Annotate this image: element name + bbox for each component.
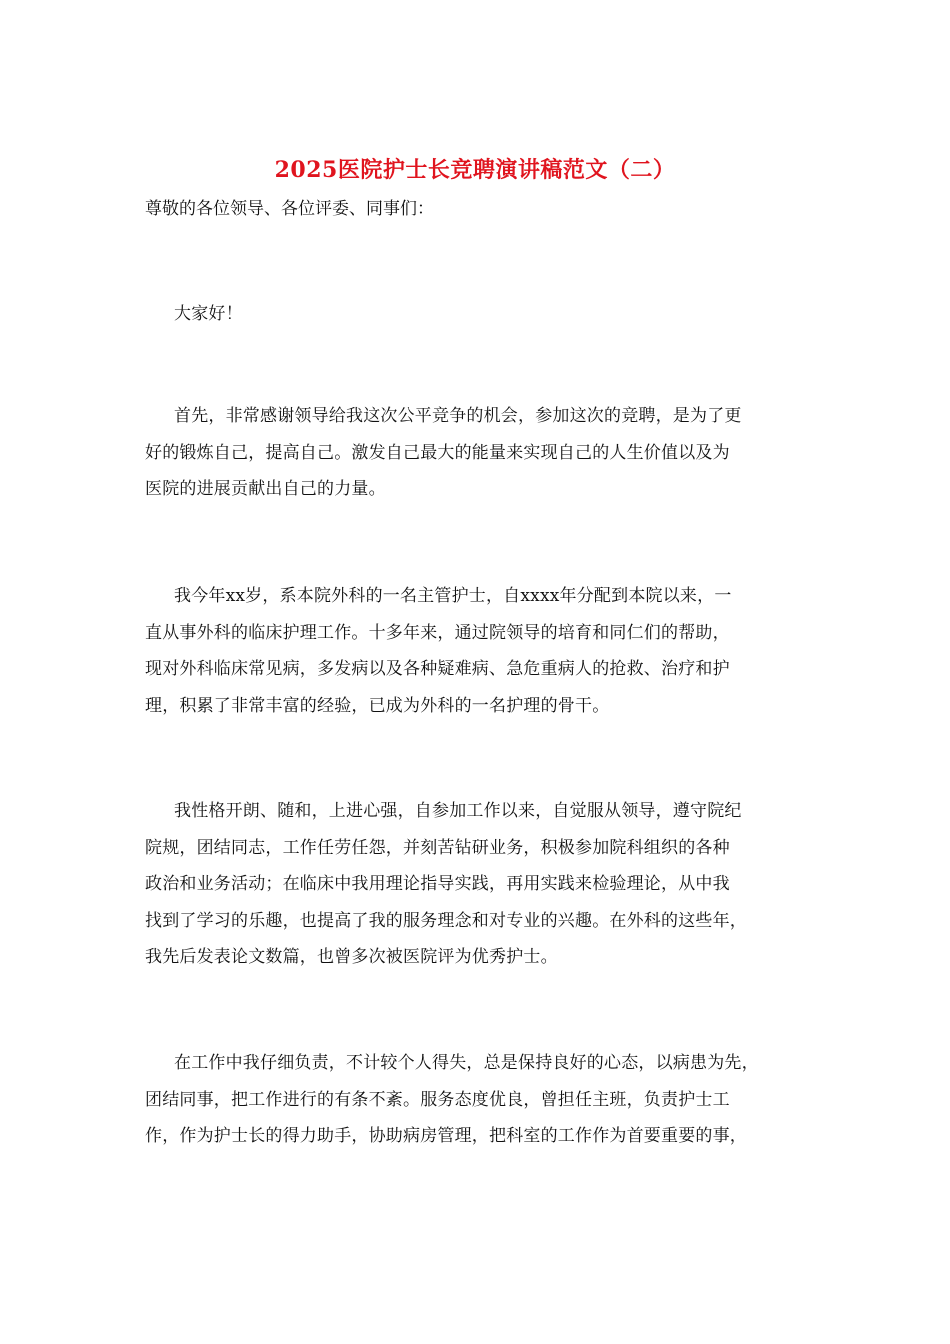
paragraph-line: 我性格开朗、随和，上进心强，自参加工作以来，自觉服从领导，遵守院纪 xyxy=(174,801,742,821)
paragraph-line: 医院的进展贡献出自己的力量。 xyxy=(145,479,386,499)
paragraph-line: 现对外科临床常见病，多发病以及各种疑难病、急危重病人的抢救、治疗和护 xyxy=(145,659,730,679)
greeting-text: 大家好！ xyxy=(174,304,243,324)
paragraph-3 xyxy=(145,793,813,976)
paragraph-line: 理，积累了非常丰富的经验，已成为外科的一名护理的骨干。 xyxy=(145,695,610,716)
greeting-paragraph xyxy=(145,296,813,333)
paragraph-line: 院规，团结同志，工作任劳任怨，并刻苦钻研业务，积极参加院科组织的各种 xyxy=(145,837,730,858)
paragraph-line: 好的锻炼自己，提高自己。激发自己最大的能量来实现自己的人生价值以及为 xyxy=(145,442,730,463)
paragraph-line: 在工作中我仔细负责，不计较个人得失，总是保持良好的心态，以病患为先， xyxy=(174,1053,759,1073)
paragraph-4 xyxy=(145,1045,813,1155)
paragraph-1 xyxy=(145,398,813,508)
paragraph-line: 作，作为护士长的得力助手，协助病房管理，把科室的工作作为首要重要的事， xyxy=(145,1126,747,1146)
paragraph-line: 我今年xx岁，系本院外科的一名主管护士，自xxxx年分配到本院以来，一 xyxy=(174,586,732,606)
paragraph-line: 找到了学习的乐趣，也提高了我的服务理念和对专业的兴趣。在外科的这些年， xyxy=(145,910,747,931)
paragraph-line: 政治和业务活动；在临床中我用理论指导实践，再用实践来检验理论，从中我 xyxy=(145,874,730,894)
paragraph-2 xyxy=(145,578,813,724)
paragraph-line: 我先后发表论文数篇，也曾多次被医院评为优秀护士。 xyxy=(145,947,558,967)
paragraph-line: 直从事外科的临床护理工作。十多年来，通过院领导的培育和同仁们的帮助， xyxy=(145,622,730,643)
document-title: 2025医院护士长竞聘演讲稿范文（二） xyxy=(274,157,676,183)
paragraph-line: 团结同事，把工作进行的有条不紊。服务态度优良，曾担任主班，负责护士工 xyxy=(145,1089,730,1110)
salutation: 尊敬的各位领导、各位评委、同事们： xyxy=(145,199,434,219)
paragraph-line: 首先，非常感谢领导给我这次公平竞争的机会，参加这次的竞聘，是为了更 xyxy=(174,406,742,426)
